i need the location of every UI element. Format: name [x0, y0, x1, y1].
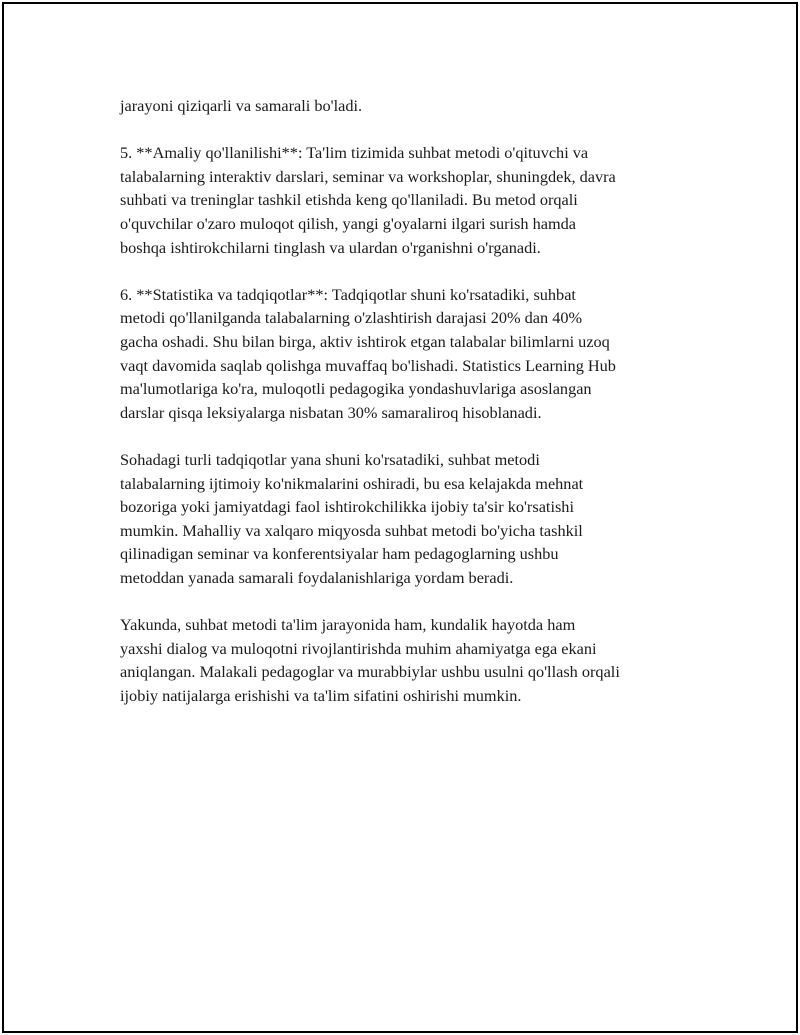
- paragraph-conclusion: Yakunda, suhbat metodi ta'lim jarayonida ham, kundalik hayotda ham yaxshi dialog va muloqotni rivojlantirishda muhim ahamiyatga ega ekani aniqlangan. Malakali pedagoglar va murabbiylar ushbu usulni qo'llash orqali ijobiy natijalarga erishishi va ta'lim sifatini oshirishi mumkin.: [120, 615, 620, 705]
- paragraph-practical-application: 5. **Amaliy qo'llanilishi**: Ta'lim tizimida suhbat metodi o'qituvchi va talabalarning interaktiv darslari, seminar va workshoplar, shuningdek, davra suhbati va treninglar tashkil etishda keng qo'llaniladi. Bu metod orqali o'quvchilar o'zaro muloqot qilish, yangi g'oyalarni ilgari surish hamda boshqa ishtirokchilarni tinglash va ulardan o'rganishni o'rganadi.: [120, 143, 616, 257]
- paragraph-statistics-research: 6. **Statistika va tadqiqotlar**: Tadqiqotlar shuni ko'rsatadiki, suhbat metodi qo'llanilganda talabalarning o'zlashtirish darajasi 20% dan 40% gacha oshadi. Shu bilan birga, aktiv ishtirok etgan talabalar bilimlarni uzoq vaqt davomida saqlab qolishga muvaffaq bo'lishadi. Statistics Learning Hub ma'lumotlariga ko'ra, muloqotli pedagogika yondashuvlariga asoslangan darslar qisqa leksiyalarga nisbatan 30% samaraliroq hisoblanadi.: [120, 284, 616, 422]
- document-page: [2, 2, 798, 1033]
- document-body: [120, 94, 700, 731]
- paragraph-continuation: jarayoni qiziqarli va samarali bo'ladi.: [120, 96, 363, 115]
- paragraph-research-findings: Sohadagi turli tadqiqotlar yana shuni ko'rsatadiki, suhbat metodi talabalarning ijtimoiy ko'nikmalarini oshiradi, bu esa kelajakda mehnat bozoriga yoki jamiyatdagi faol ishtirokchilikka ijobiy ta'sir ko'rsatishi mumkin. Mahalliy va xalqaro miqyosda suhbat metodi bo'yicha tashkil qilinadigan seminar va konferentsiyalar ham pedagoglarning ushbu metoddan yanada samarali foydalanishlariga yordam beradi.: [120, 449, 584, 587]
